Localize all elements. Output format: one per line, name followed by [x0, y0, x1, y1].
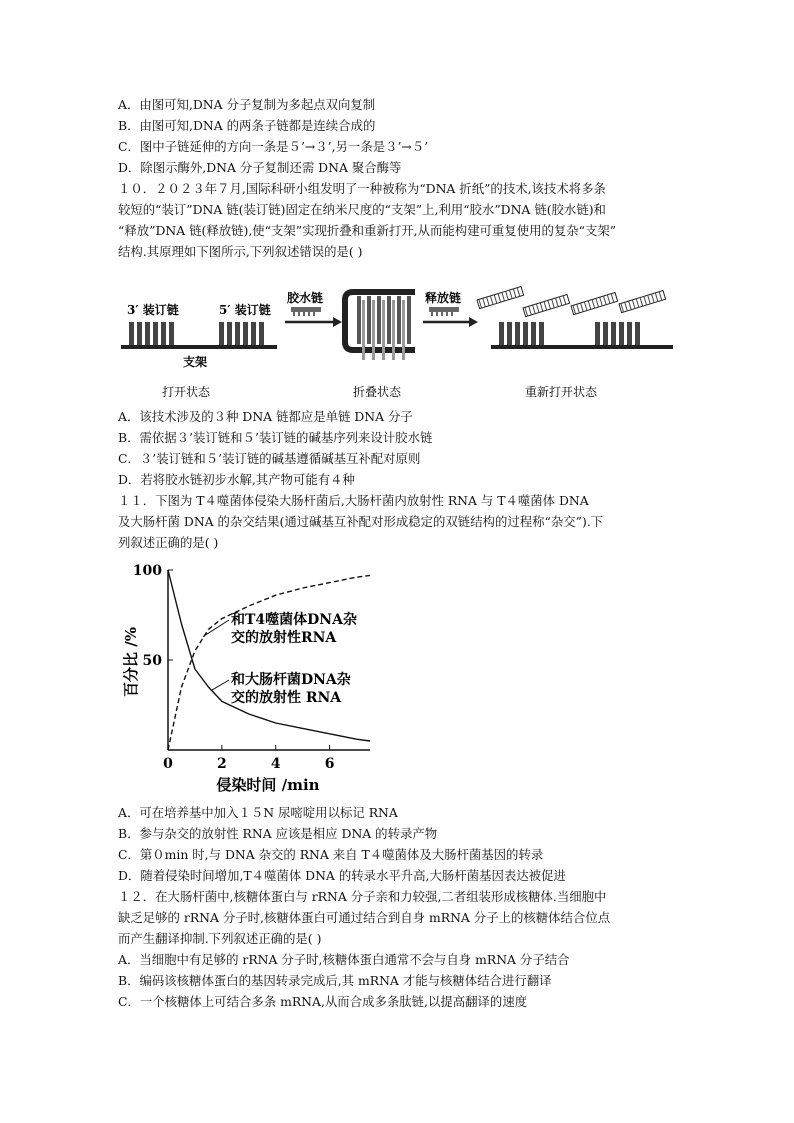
- option-d-q11: D．随着侵染时间增加,T４噬菌体 DNA 的转录水平升高,大肠杆菌基因表达被促进: [118, 868, 566, 883]
- question-11-line-3: 列叙述正确的是( ): [118, 535, 219, 550]
- leader-line-ecoli: [211, 680, 229, 691]
- scaffold-bar: [121, 345, 277, 349]
- label-glue-strand: 胶水链: [287, 291, 324, 305]
- question-10-line-3: “释放”DNA 链(释放链),使“支架”实现折叠和重新打开,从而能构建可重复使用的复杂“支架”: [118, 223, 617, 238]
- option-b-q12: B．编码该核糖体蛋白的基因转录完成后,其 mRNA 才能与核糖体结合进行翻译: [118, 973, 552, 988]
- question-10-line-1: １０．２０２３年７月,国际科研小组发明了一种被称为“DNA 折纸”的技术,该技术将多条: [118, 181, 606, 196]
- state-open-label: 打开状态: [162, 385, 211, 399]
- x-tick-label: 4: [270, 756, 281, 772]
- option-b-q9: B．由图可知,DNA 的两条子链都是连续合成的: [118, 118, 376, 133]
- y-tick-label: 100: [132, 563, 162, 579]
- chart-series: [168, 570, 370, 750]
- option-b-q10: B．需依据３’装订链和５’装订链的碱基序列来设计胶水链: [118, 430, 433, 445]
- series-line-ecoli-dna: [168, 570, 370, 741]
- x-tick-label: 6: [324, 756, 335, 772]
- y-axis-label: 百分比 /%: [122, 627, 140, 697]
- state-folded-label: 折叠状态: [353, 385, 402, 399]
- question-12-line-1: １２．在大肠杆菌中,核糖体蛋白与 rRNA 分子亲和力较强,二者组装形成核糖体.当细胞中: [118, 889, 607, 904]
- released-duplexes: [477, 287, 666, 317]
- x-axis-label: 侵染时间 /min: [216, 776, 320, 794]
- question-10-line-4: 结构.其原理如下图所示,下列叙述错误的是( ): [118, 244, 363, 259]
- option-a-q12: A．当细胞中有足够的 rRNA 分子时,核糖体蛋白通常不会与自身 mRNA 分子结合: [118, 952, 570, 967]
- option-c-q10: C．３’装订链和５’装订链的碱基遵循碱基互补配对原则: [118, 451, 421, 466]
- series-t4-label-line2: 交的放射性RNA: [231, 630, 337, 646]
- label-5prime-staple: 5′ 装订链: [219, 303, 271, 317]
- label-scaffold: 支架: [183, 355, 208, 369]
- state-reopen-label: 重新打开状态: [525, 385, 598, 399]
- open-state-panel: [121, 302, 277, 399]
- question-11-line-2: 及大肠杆菌 DNA 的杂交结果(通过碱基互补配对形成稳定的双链结构的过程称“杂交”).下: [118, 514, 604, 529]
- label-3prime-staple: 3′ 装订链: [127, 303, 179, 317]
- legend-ecoli: [231, 671, 351, 706]
- staple-strands-3prime: [129, 322, 174, 345]
- x-tick-label: 2: [216, 756, 227, 772]
- question-11-line-1: １１．下图为 T４噬菌体侵染大肠杆菌后,大肠杆菌内放射性 RNA 与 T４噬菌体 DNA: [118, 493, 589, 508]
- option-d-q9: D．除图示酶外,DNA 分子复制还需 DNA 聚合酶等: [118, 160, 402, 175]
- series-ecoli-label-line2: 交的放射性 RNA: [231, 690, 342, 706]
- question-10-line-2: 较短的“装订”DNA 链(装订链)固定在纳米尺度的“支架”上,利用“胶水”DNA 链(胶水链)和: [118, 202, 606, 217]
- release-strand-group: [423, 290, 478, 327]
- option-a-q9: A．由图可知,DNA 分子复制为多起点双向复制: [118, 97, 376, 112]
- dna-origami-figure: [115, 278, 685, 406]
- staple-strands-5prime: [219, 322, 264, 345]
- reopen-state-panel: [477, 287, 673, 399]
- legend-t4: [231, 611, 357, 646]
- glue-strand-group: [285, 290, 342, 327]
- option-a-q11: A．可在培养基中加入１５N 尿嘧啶用以标记 RNA: [118, 805, 398, 820]
- hybridization-chart: [118, 558, 388, 798]
- option-d-q10: D．若将胶水链初步水解,其产物可能有４种: [118, 472, 355, 487]
- question-12-line-3: 而产生翻译抑制.下列叙述正确的是( ): [118, 931, 322, 946]
- folded-state-panel: [345, 292, 415, 399]
- label-release-strand: 释放链: [425, 291, 462, 305]
- series-line-t4-dna: [168, 575, 370, 750]
- series-t4-label-line1: 和T4噬菌体DNA杂: [231, 612, 357, 628]
- option-c-q11: C．第０min 时,与 DNA 杂交的 RNA 来自 T４噬菌体及大肠杆菌基因的转录: [118, 847, 544, 862]
- question-12-line-2: 缺乏足够的 rRNA 分子时,核糖体蛋白可通过结合到自身 mRNA 分子上的核糖体结合位点: [118, 910, 611, 925]
- option-c-q12: C．一个核糖体上可结合多条 mRNA,从而合成多条肽链,以提高翻译的速度: [118, 994, 528, 1009]
- option-a-q10: A．该技术涉及的３种 DNA 链都应是单链 DNA 分子: [118, 409, 413, 424]
- chart-axes: [133, 563, 370, 772]
- series-ecoli-label-line1: 和大肠杆菌DNA杂: [231, 672, 351, 688]
- option-b-q11: B．参与杂交的放射性 RNA 应该是相应 DNA 的转录产物: [118, 826, 438, 841]
- x-tick-label: 0: [163, 756, 173, 772]
- option-c-q9: C．图中子链延伸的方向一条是５’→３’,另一条是３’→５’: [118, 139, 429, 154]
- y-tick-label: 50: [142, 653, 162, 669]
